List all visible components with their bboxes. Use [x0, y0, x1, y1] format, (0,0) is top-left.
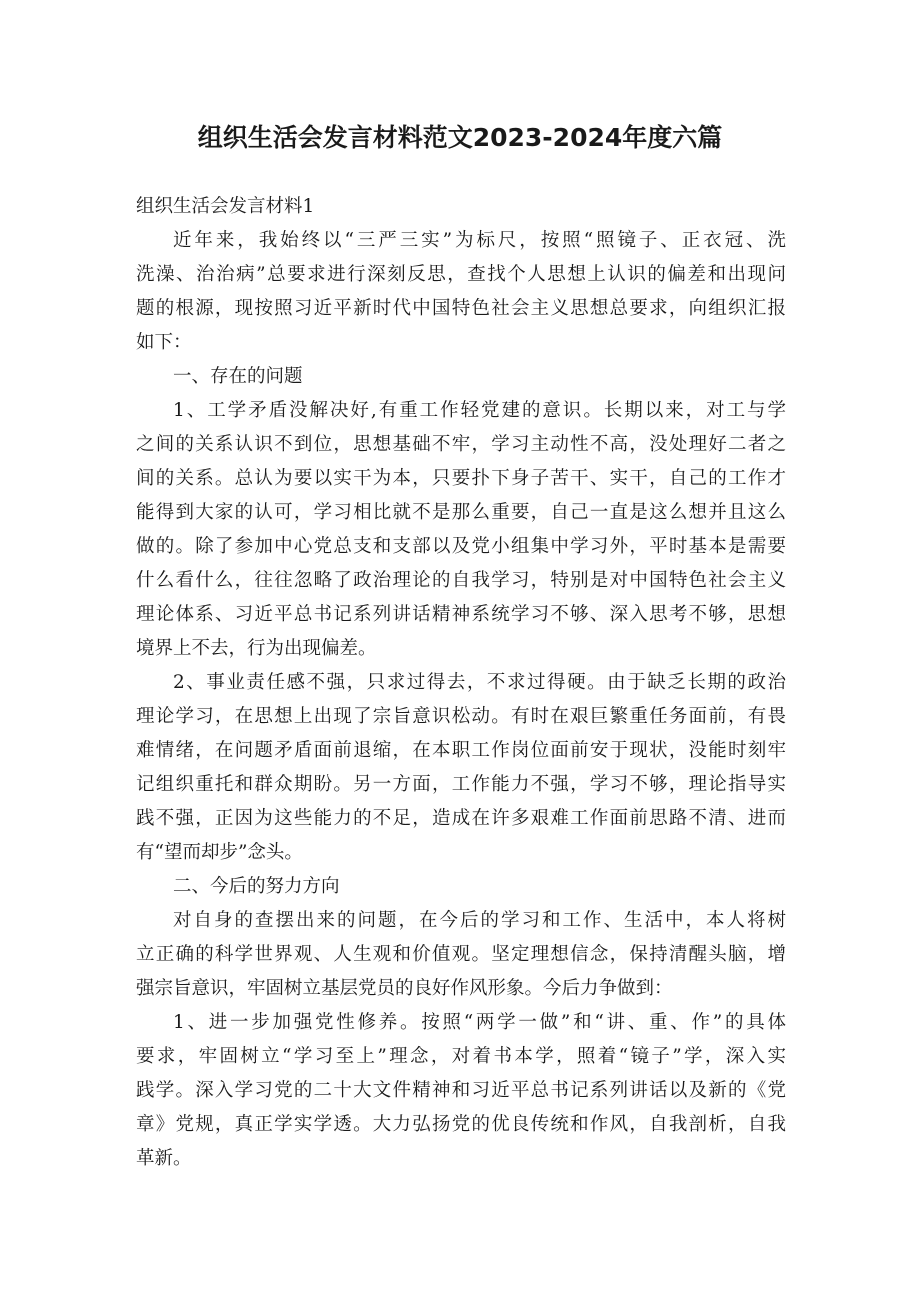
text-line: 1、工学矛盾没解决好,有重工作轻党建的意识。长期以来，对工与学 — [173, 400, 786, 421]
text-line: 强宗旨意识，牢固树立基层党员的良好作风形象。今后力争做到： — [136, 978, 673, 999]
text-line: 题的根源，现按照习近平新时代中国特色社会主义思想总要求，向组织汇报 — [136, 298, 786, 319]
text-line: 有“望而却步”念头。 — [136, 842, 303, 863]
text-line: 近年来，我始终以“三严三实”为标尺，按照“照镜子、正衣冠、洗 — [173, 230, 786, 251]
text-line: 做的。除了参加中心党总支和支部以及党小组集中学习外，平时基本是需要 — [136, 536, 786, 557]
document-title: 组织生活会发言材料范文2023-2024年度六篇 — [197, 123, 723, 152]
text-line: 洗澡、治治病”总要求进行深刻反思，查找个人思想上认识的偏差和出现问 — [136, 264, 786, 285]
text-line: 对自身的查摆出来的问题，在今后的学习和工作、生活中，本人将树 — [173, 910, 786, 931]
document-body — [136, 190, 786, 1176]
text-line: 2、事业责任感不强，只求过得去，不求过得硬。由于缺乏长期的政治 — [173, 672, 786, 693]
text-line: 革新。 — [136, 1148, 192, 1169]
text-line: 记组织重托和群众期盼。另一方面，工作能力不强，学习不够，理论指导实 — [136, 774, 786, 795]
text-line: 践不强，正因为这些能力的不足，造成在许多艰难工作面前思路不清、进而 — [136, 808, 786, 829]
paragraph-direction-intro — [136, 904, 786, 1006]
text-line: 难情绪，在问题矛盾面前退缩，在本职工作岗位面前安于现状，没能时刻牢 — [136, 740, 786, 761]
text-line: 二、今后的努力方向 — [173, 876, 340, 897]
text-line: 1、进一步加强党性修养。按照“两学一做”和“讲、重、作”的具体 — [173, 1012, 786, 1033]
section-heading: 组织生活会发言材料1 — [136, 196, 315, 217]
paragraph-intro — [136, 224, 786, 360]
text-line: 一、存在的问题 — [173, 366, 303, 387]
text-line: 能得到大家的认可，学习相比就不是那么重要，自己一直是这么想并且这么 — [136, 502, 786, 523]
text-line: 立正确的科学世界观、人生观和价值观。坚定理想信念，保持清醒头脑，增 — [136, 944, 786, 965]
text-line: 章》党规，真正学实学透。大力弘扬党的优良传统和作风，自我剖析，自我 — [136, 1114, 786, 1135]
text-line: 理论学习，在思想上出现了宗旨意识松动。有时在艰巨繁重任务面前，有畏 — [136, 706, 786, 727]
paragraph-problem-1 — [136, 394, 786, 666]
text-line: 境界上不去，行为出现偏差。 — [136, 638, 377, 659]
paragraph-problem-2 — [136, 666, 786, 870]
text-line: 践学。深入学习党的二十大文件精神和习近平总书记系列讲话以及新的《党 — [136, 1080, 786, 1101]
heading-problems — [136, 360, 786, 394]
text-line: 间的关系。总认为要以实干为本，只要扑下身子苦干、实干，自己的工作才 — [136, 468, 786, 489]
text-line: 之间的关系认识不到位，思想基础不牢，学习主动性不高，没处理好二者之 — [136, 434, 786, 455]
paragraph-direction-1 — [136, 1006, 786, 1176]
text-line: 理论体系、习近平总书记系列讲话精神系统学习不够、深入思考不够，思想 — [136, 604, 786, 625]
text-line: 要求，牢固树立“学习至上”理念，对着书本学，照着“镜子”学，深入实 — [136, 1046, 786, 1067]
text-line: 什么看什么，往往忽略了政治理论的自我学习，特别是对中国特色社会主义 — [136, 570, 786, 591]
heading-direction — [136, 870, 786, 904]
text-line: 如下： — [136, 332, 192, 353]
